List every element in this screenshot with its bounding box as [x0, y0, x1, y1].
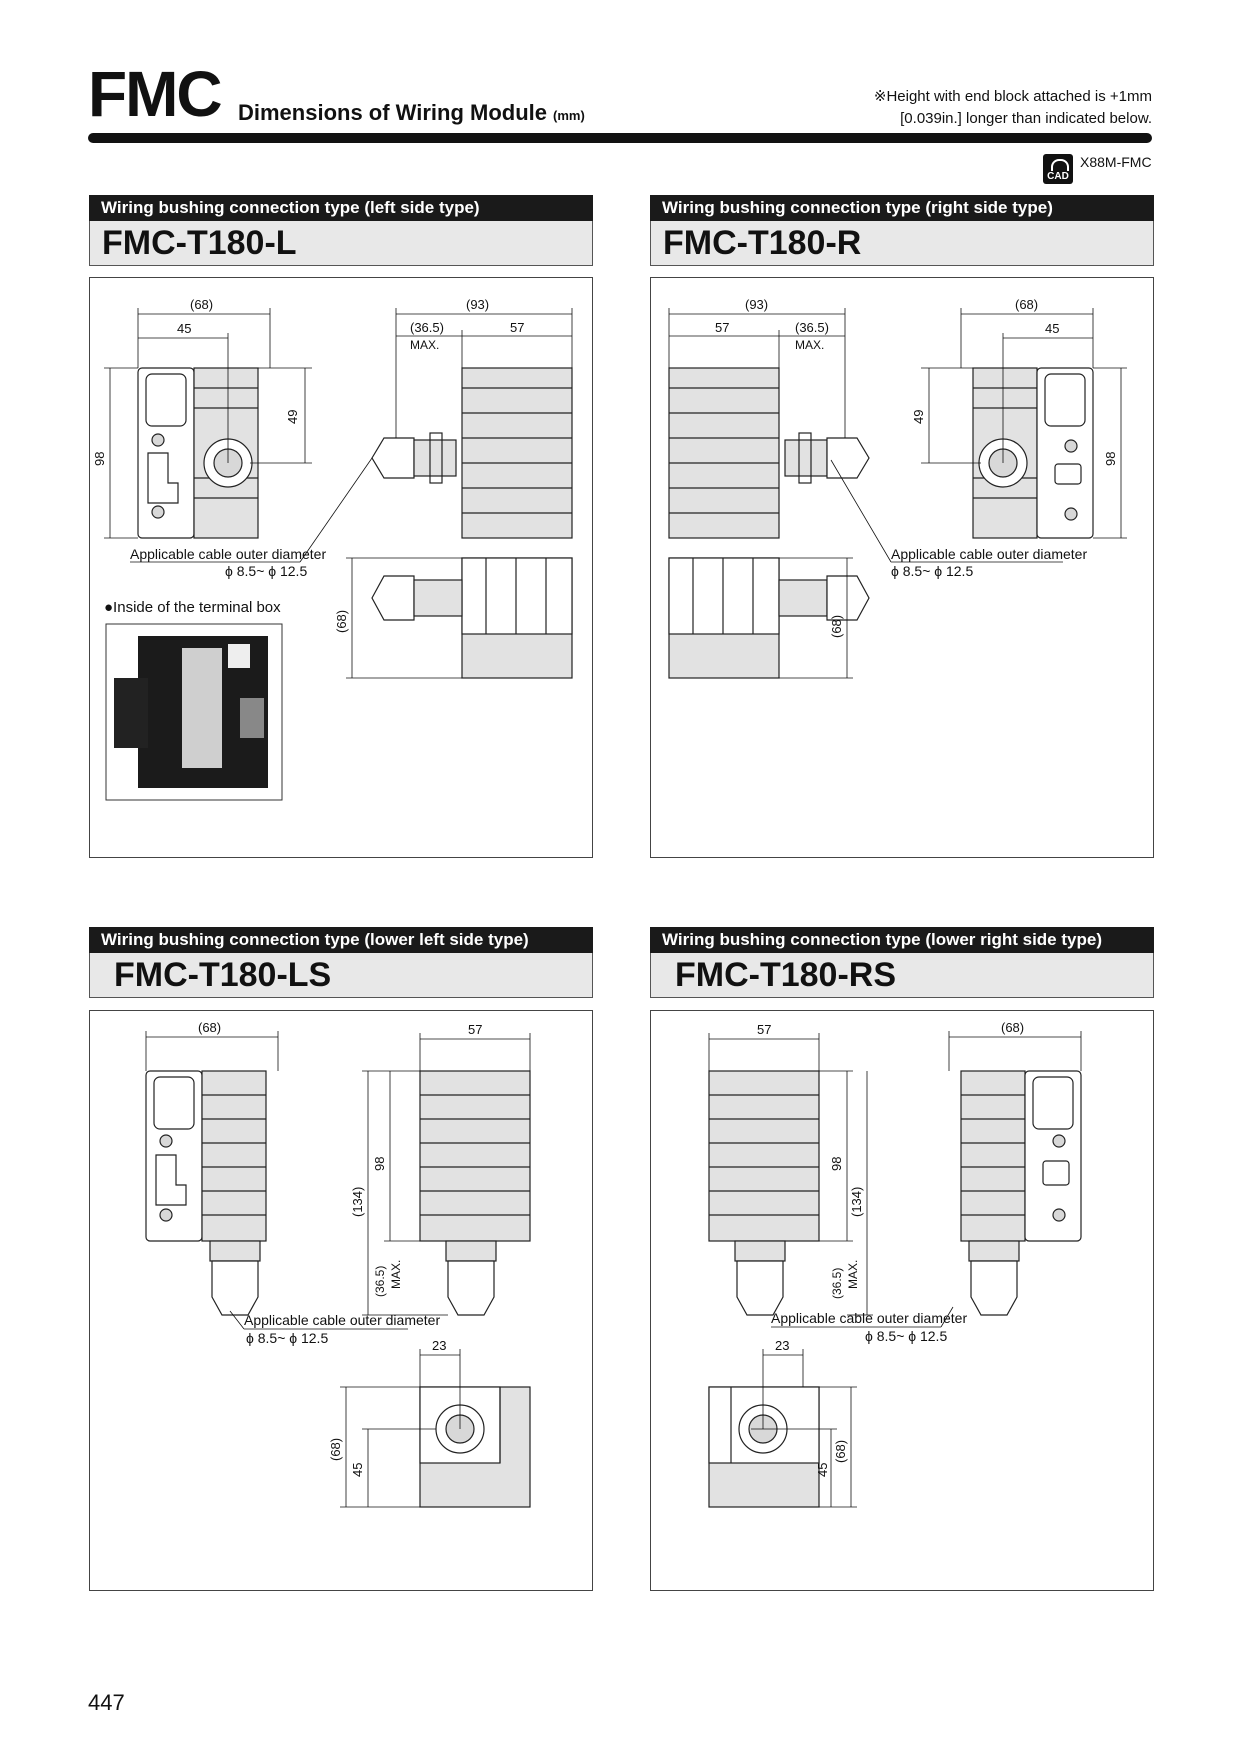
dim-w93: (93) — [466, 297, 490, 312]
dim-w57: 57 — [510, 320, 525, 335]
page-number: 447 — [88, 1690, 125, 1715]
dim-h68: (68) — [833, 1439, 848, 1463]
cad-code[interactable]: X88M-FMC — [1080, 154, 1152, 170]
dim-h365: (36.5) — [373, 1265, 387, 1297]
model-name: FMC-T180-RS — [650, 953, 1154, 998]
page-title — [238, 100, 585, 126]
dim-w68: (68) — [198, 1020, 222, 1035]
section-type-label: Wiring bushing connection type (lower right side type) — [650, 927, 1154, 953]
dim-w45: 45 — [1045, 321, 1060, 336]
drawing-left — [90, 278, 592, 857]
cable-label: Applicable cable outer diameter — [244, 1312, 441, 1328]
cable-range: ϕ 8.5~ ϕ 12.5 — [225, 563, 308, 579]
dim-w23: 23 — [775, 1338, 790, 1353]
cad-icon[interactable]: CAD — [1043, 154, 1073, 184]
section-type-label: Wiring bushing connection type (lower left side type) — [89, 927, 593, 953]
dim-h98: 98 — [829, 1156, 844, 1171]
dim-h68: (68) — [328, 1437, 343, 1461]
dim-w68: (68) — [190, 297, 214, 312]
drawing-box-lower-right — [650, 1010, 1154, 1591]
dim-h49: 49 — [911, 409, 926, 424]
section-header-lower-right — [650, 927, 1154, 998]
drawing-box-lower-left — [89, 1010, 593, 1591]
dim-max: MAX. — [795, 338, 825, 352]
cable-label: Applicable cable outer diameter — [771, 1310, 968, 1326]
dim-max: MAX. — [410, 338, 440, 352]
dim-h98: 98 — [372, 1156, 387, 1171]
brand-title: FMC — [88, 58, 221, 130]
dim-w93: (93) — [745, 297, 769, 312]
dim-w365: (36.5) — [410, 320, 444, 335]
dim-h134: (134) — [350, 1186, 365, 1217]
model-name: FMC-T180-R — [650, 221, 1154, 266]
dim-h68: (68) — [829, 614, 844, 638]
dim-max: MAX. — [389, 1259, 403, 1289]
drawing-lower-left — [90, 1011, 592, 1590]
dim-w68: (68) — [1015, 297, 1039, 312]
drawing-box-left — [89, 277, 593, 858]
dim-w45: 45 — [177, 321, 192, 336]
height-note-line1: ※Height with end block attached is +1mm — [873, 88, 1152, 105]
dim-w68: (68) — [1001, 1020, 1025, 1035]
section-type-label: Wiring bushing connection type (left side type) — [89, 195, 593, 221]
section-header-right — [650, 195, 1154, 266]
dim-w23: 23 — [432, 1338, 447, 1353]
cable-label: Applicable cable outer diameter — [891, 546, 1088, 562]
dim-h49: 49 — [285, 409, 300, 424]
dim-w57: 57 — [468, 1022, 483, 1037]
section-type-label: Wiring bushing connection type (right side type) — [650, 195, 1154, 221]
unit-label: (mm) — [553, 108, 585, 123]
header-rule — [88, 133, 1152, 143]
drawing-right — [651, 278, 1153, 857]
dim-w365: (36.5) — [795, 320, 829, 335]
section-header-lower-left — [89, 927, 593, 998]
model-name: FMC-T180-LS — [89, 953, 593, 998]
cable-range: ϕ 8.5~ ϕ 12.5 — [865, 1328, 948, 1344]
section-header-left — [89, 195, 593, 266]
height-note — [874, 86, 1152, 130]
dim-h45: 45 — [815, 1462, 830, 1477]
cable-range: ϕ 8.5~ ϕ 12.5 — [891, 563, 974, 579]
dim-h365: (36.5) — [830, 1267, 844, 1299]
photo-caption: ●Inside of the terminal box — [104, 599, 281, 616]
dim-max: MAX. — [846, 1259, 860, 1289]
height-note-line2: [0.039in.] longer than indicated below. — [900, 110, 1152, 127]
dim-w57: 57 — [757, 1022, 772, 1037]
page-title-text: Dimensions of Wiring Module — [238, 100, 548, 125]
dim-h45: 45 — [350, 1462, 365, 1477]
drawing-box-right — [650, 277, 1154, 858]
cable-label: Applicable cable outer diameter — [130, 546, 327, 562]
dim-h98: 98 — [92, 451, 107, 466]
dim-h134: (134) — [849, 1186, 864, 1217]
dim-w57: 57 — [715, 320, 730, 335]
drawing-lower-right — [651, 1011, 1153, 1590]
model-name: FMC-T180-L — [89, 221, 593, 266]
dim-h68: (68) — [334, 609, 349, 633]
dim-h98: 98 — [1103, 451, 1118, 466]
cable-range: ϕ 8.5~ ϕ 12.5 — [246, 1330, 329, 1346]
